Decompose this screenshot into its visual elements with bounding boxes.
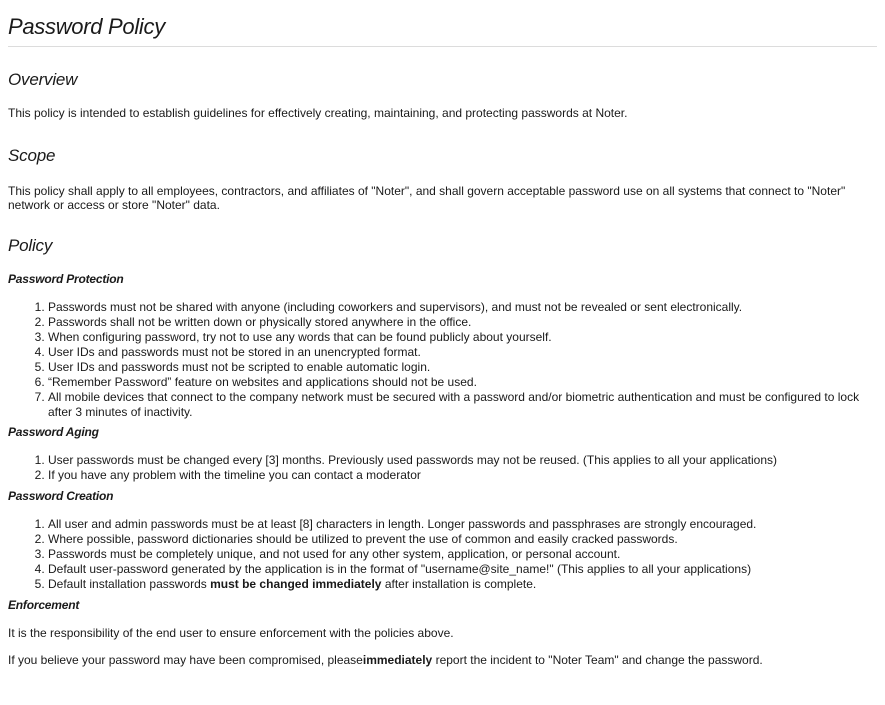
- list-item: 1. All user and admin passwords must be at least [8] characters in length. Longer passwords and passphrases are strongly encouraged.: [48, 517, 877, 532]
- password-aging-list: [8, 453, 877, 483]
- password-protection-heading: Password Protection: [8, 272, 124, 286]
- password-creation-heading: Password Creation: [8, 489, 114, 503]
- item-text-after: after installation is complete.: [381, 577, 537, 591]
- list-item: 4. Default user-password generated by the application is in the format of "username@site_name!" (This applies to all your applications): [48, 562, 877, 577]
- list-item: 1. User passwords must be changed every [3] months. Previously used passwords may not be reused. (This applies to all your applications): [48, 453, 877, 468]
- report-text-after: report the incident to "Noter Team" and change the password.: [432, 653, 763, 667]
- list-item: [48, 577, 877, 592]
- item-text-before: Default installation passwords: [48, 577, 211, 591]
- enforcement-heading: Enforcement: [8, 598, 80, 612]
- password-protection-list: [8, 300, 877, 420]
- enforcement-text: It is the responsibility of the end user to ensure enforcement with the policies above.: [8, 626, 454, 640]
- list-item: 2. Where possible, password dictionaries should be utilized to prevent the use of common and easily cracked passwords.: [48, 532, 877, 547]
- report-text-before: If you believe your password may have been compromised, please: [8, 653, 363, 667]
- overview-heading: Overview: [8, 70, 78, 89]
- compromise-report-text: [8, 653, 877, 667]
- overview-text: This policy is intended to establish guidelines for effectively creating, maintaining, and protecting passwords at Noter.: [8, 106, 628, 120]
- scope-heading: Scope: [8, 146, 56, 165]
- password-aging-heading: Password Aging: [8, 425, 99, 439]
- list-item: 3. When configuring password, try not to use any words that can be found publicly about yourself.: [48, 330, 877, 345]
- policy-heading: Policy: [8, 236, 53, 255]
- list-item: 5. User IDs and passwords must not be scripted to enable automatic login.: [48, 360, 877, 375]
- list-item: 4. User IDs and passwords must not be stored in an unencrypted format.: [48, 345, 877, 360]
- page-title: Password Policy: [8, 0, 877, 47]
- list-item: 6. “Remember Password” feature on websites and applications should not be used.: [48, 375, 877, 390]
- list-item: 2. If you have any problem with the timeline you can contact a moderator: [48, 468, 877, 483]
- item-text-bold: must be changed immediately: [210, 577, 382, 591]
- list-item: 7. All mobile devices that connect to the company network must be secured with a password and/or biometric authentication and must be configured to lock after 3 minutes of inactivity.: [48, 390, 877, 420]
- scope-text: This policy shall apply to all employees, contractors, and affiliates of "Noter", and shall govern acceptable password use on all systems that connect to "Noter" network or access or store "Noter" data.: [8, 184, 846, 212]
- list-item: 2. Passwords shall not be written down or physically stored anywhere in the office.: [48, 315, 877, 330]
- password-creation-list: [8, 517, 877, 592]
- list-item: 1. Passwords must not be shared with anyone (including coworkers and supervisors), and must not be revealed or sent electronically.: [48, 300, 877, 315]
- list-item: 3. Passwords must be completely unique, and not used for any other system, application, or personal account.: [48, 547, 877, 562]
- report-text-bold: immediately: [362, 653, 433, 667]
